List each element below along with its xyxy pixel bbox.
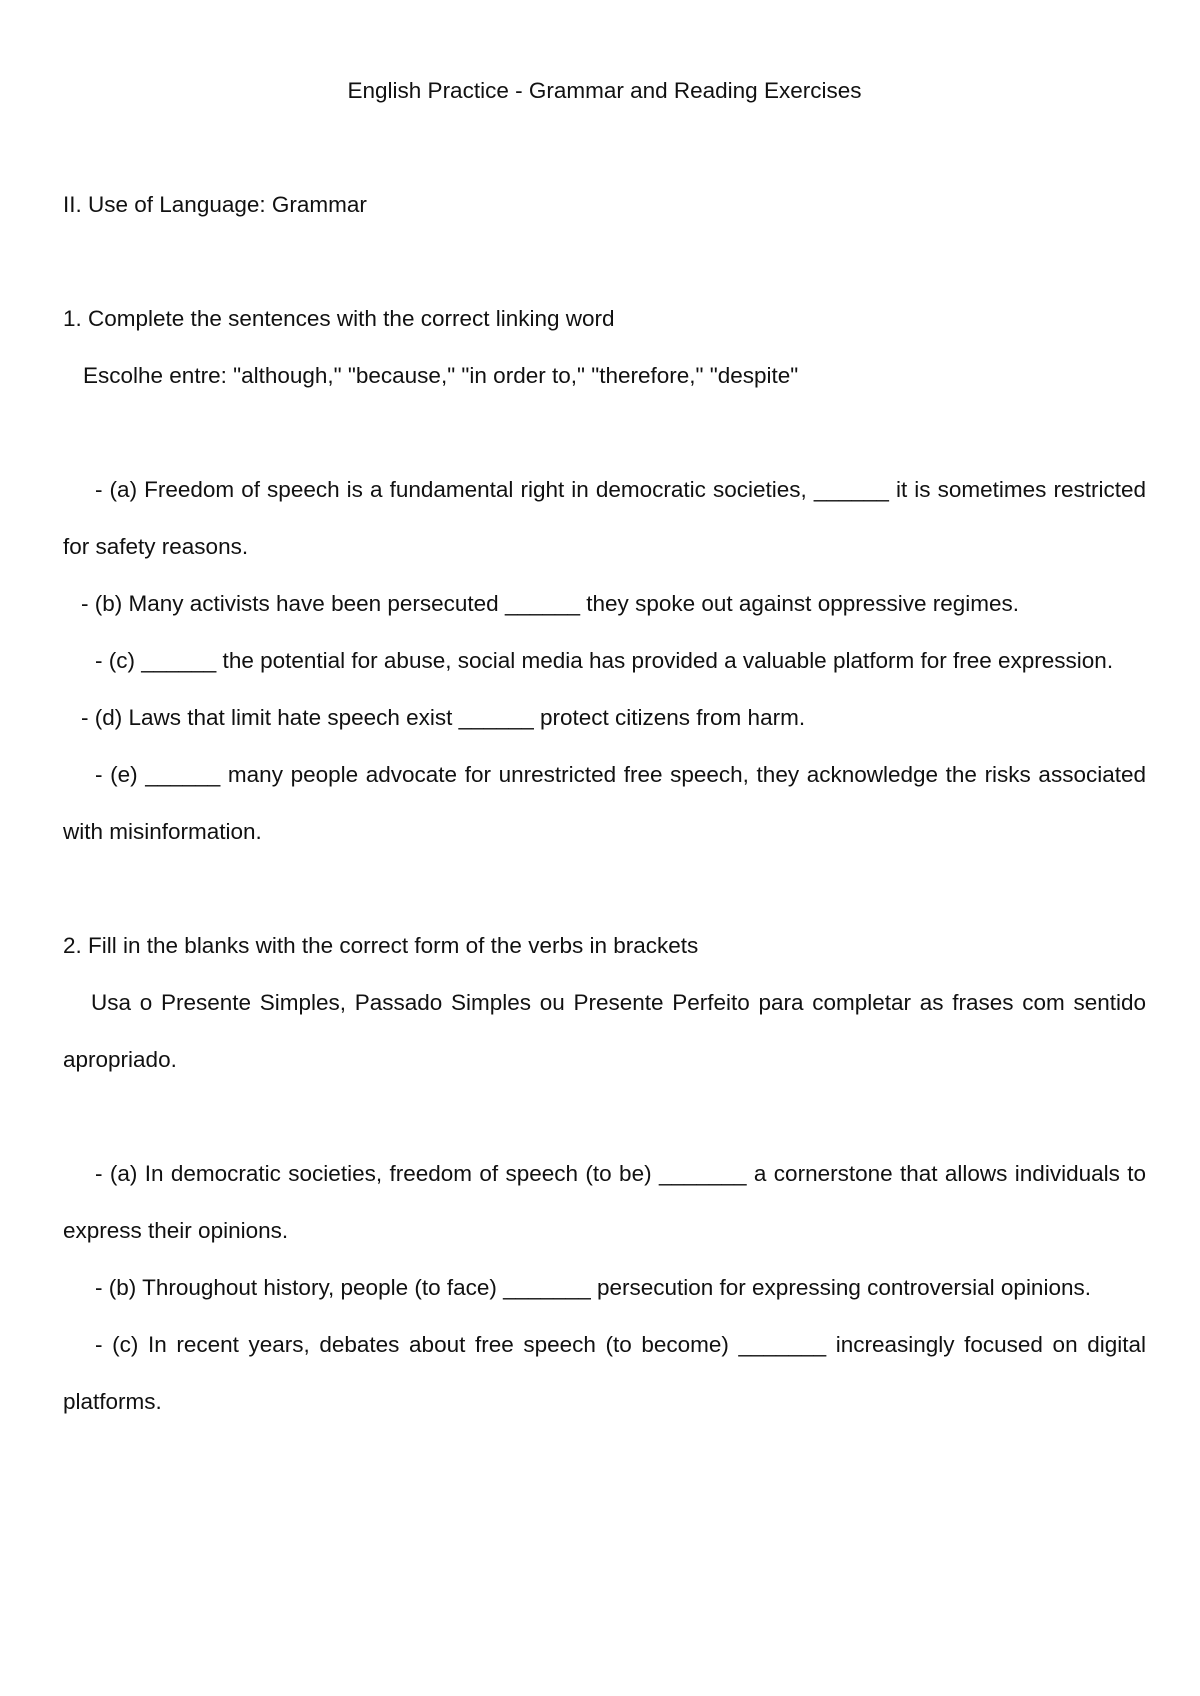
exercise-1-item-a: - (a) Freedom of speech is a fundamental right in democratic societies, ______ it is sometimes restricted for safety reasons.	[63, 477, 1146, 559]
exercise-2-item-c: - (c) In recent years, debates about free speech (to become) _______ increasingly focused on digital platforms.	[63, 1332, 1146, 1414]
exercise-2-item-b: - (b) Throughout history, people (to face) _______ persecution for expressing controversial opinions.	[95, 1275, 1091, 1300]
exercise-2-heading: 2. Fill in the blanks with the correct form of the verbs in brackets	[63, 933, 699, 958]
exercise-1-item-e: - (e) ______ many people advocate for unrestricted free speech, they acknowledge the risks associated with misinformation.	[63, 762, 1146, 844]
document-content	[63, 62, 1146, 1430]
section-heading: II. Use of Language: Grammar	[63, 192, 367, 217]
exercise-2-items	[63, 1145, 1146, 1430]
exercise-1-item-c: - (c) ______ the potential for abuse, social media has provided a valuable platform for free expression.	[95, 648, 1114, 673]
exercise-1-instruction: Escolhe entre: "although," "because," "in order to," "therefore," "despite"	[83, 363, 799, 388]
exercise-2-item-a: - (a) In democratic societies, freedom of speech (to be) _______ a cornerstone that allows individuals to express their opinions.	[63, 1161, 1146, 1243]
exercise-1-heading: 1. Complete the sentences with the correct linking word	[63, 306, 615, 331]
exercise-2-instruction: Usa o Presente Simples, Passado Simples ou Presente Perfeito para completar as frases com sentido apropriado.	[63, 990, 1146, 1072]
exercise-1-item-b: - (b) Many activists have been persecuted ______ they spoke out against oppressive regimes.	[81, 591, 1020, 616]
exercise-1-items	[63, 461, 1146, 860]
document-title: English Practice - Grammar and Reading Exercises	[347, 78, 862, 103]
exercise-1-item-d: - (d) Laws that limit hate speech exist ______ protect citizens from harm.	[81, 705, 806, 730]
